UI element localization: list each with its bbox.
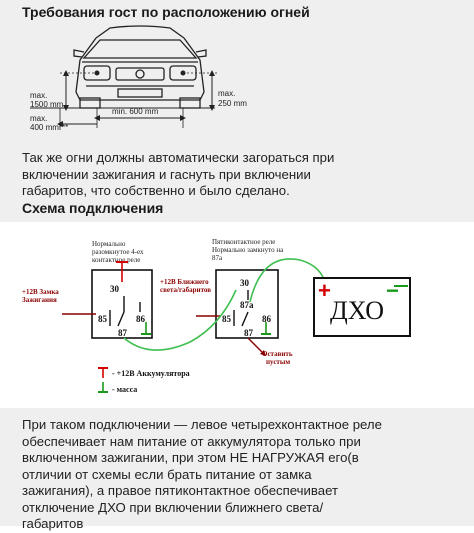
legend-ground bbox=[98, 382, 137, 394]
dho-plus: + bbox=[318, 278, 331, 303]
leave-empty-label: Оставить bbox=[262, 350, 293, 358]
relay2-pin-85: 85 bbox=[222, 314, 231, 324]
paragraph-2-line: зажигания), а правое пятиконтактное обеспечивает bbox=[22, 483, 339, 498]
section-title-requirements: Требования гост по расположению огней bbox=[22, 4, 310, 20]
relay2-pin-86: 86 bbox=[262, 314, 271, 324]
paragraph-2-line: отличии от схемы если брать питание от замка bbox=[22, 466, 312, 482]
relay1-pin-30: 30 bbox=[110, 284, 119, 294]
relay2-pin-30: 30 bbox=[240, 278, 249, 288]
relay2-caption: Нормально замкнуто на bbox=[212, 246, 284, 254]
dim-400-value: 400 mm*** bbox=[30, 123, 69, 132]
paragraph-2-line: отключение ДХО при включении ближнего света/ bbox=[22, 499, 324, 515]
dho-label: ДХО bbox=[330, 296, 384, 325]
paragraph-2-line: габаритов bbox=[22, 516, 84, 531]
dim-250-value: 250 mm bbox=[218, 99, 247, 108]
paragraph-1-line: габаритов, что собственно и было сделано. bbox=[22, 183, 290, 198]
dim-1500-value: 1500 mm bbox=[30, 100, 64, 109]
relay2-pin-87a: 87a bbox=[240, 300, 254, 310]
dim-400-label: max. bbox=[30, 114, 48, 123]
dim-600-label: min. 600 mm bbox=[112, 107, 159, 116]
legend-battery bbox=[98, 368, 190, 378]
paragraph-1-line: включении зажигания и гаснуть при включении bbox=[22, 166, 311, 182]
dho-minus: − bbox=[386, 278, 399, 303]
paragraph-2-line: обеспечивает нам питание от аккумулятора только при bbox=[22, 433, 361, 449]
lowbeam-label: +12В Ближнего bbox=[160, 278, 209, 286]
car-front-outline bbox=[74, 26, 206, 108]
relay1-pin-87: 87 bbox=[118, 328, 127, 338]
paragraph-2-line: включенном зажигании, при этом НЕ НАГРУЖАЯ его(в bbox=[22, 450, 359, 465]
leave-empty-label: пустым bbox=[266, 358, 291, 366]
paragraph-connection-explanation bbox=[22, 417, 462, 533]
legend-ground-text: - масса bbox=[112, 385, 138, 394]
ignition-label: Зажигания bbox=[22, 296, 57, 304]
relay1-caption: Нормально bbox=[92, 240, 126, 248]
paragraph-2-line: При таком подключении — левое четырехконтактное реле bbox=[22, 417, 382, 432]
relay1-pin-85: 85 bbox=[98, 314, 107, 324]
section-title-wiring: Схема подключения bbox=[22, 200, 164, 216]
relay1-caption: разомкнутое 4-ех bbox=[92, 248, 144, 256]
paragraph-auto-lights bbox=[22, 150, 462, 200]
car-dimensions-diagram bbox=[0, 0, 474, 140]
ignition-label: +12В Замка bbox=[22, 288, 59, 296]
relay2-caption: 87а bbox=[212, 254, 223, 262]
dim-1500-label: max. bbox=[30, 91, 48, 100]
lowbeam-label: света/габаритов bbox=[160, 286, 212, 294]
relay2-pin-87: 87 bbox=[244, 328, 253, 338]
legend-battery-text: - +12В Аккумулятора bbox=[112, 369, 190, 378]
relay1-pin-86: 86 bbox=[136, 314, 145, 324]
paragraph-1-line: Так же огни должны автоматически загораться при bbox=[22, 150, 335, 165]
relay2-caption: Пятиконтактное реле bbox=[212, 238, 276, 246]
dim-250-label: max. bbox=[218, 89, 236, 98]
relay1-caption: контактное реле bbox=[92, 256, 141, 264]
wiring-diagram bbox=[0, 222, 474, 408]
